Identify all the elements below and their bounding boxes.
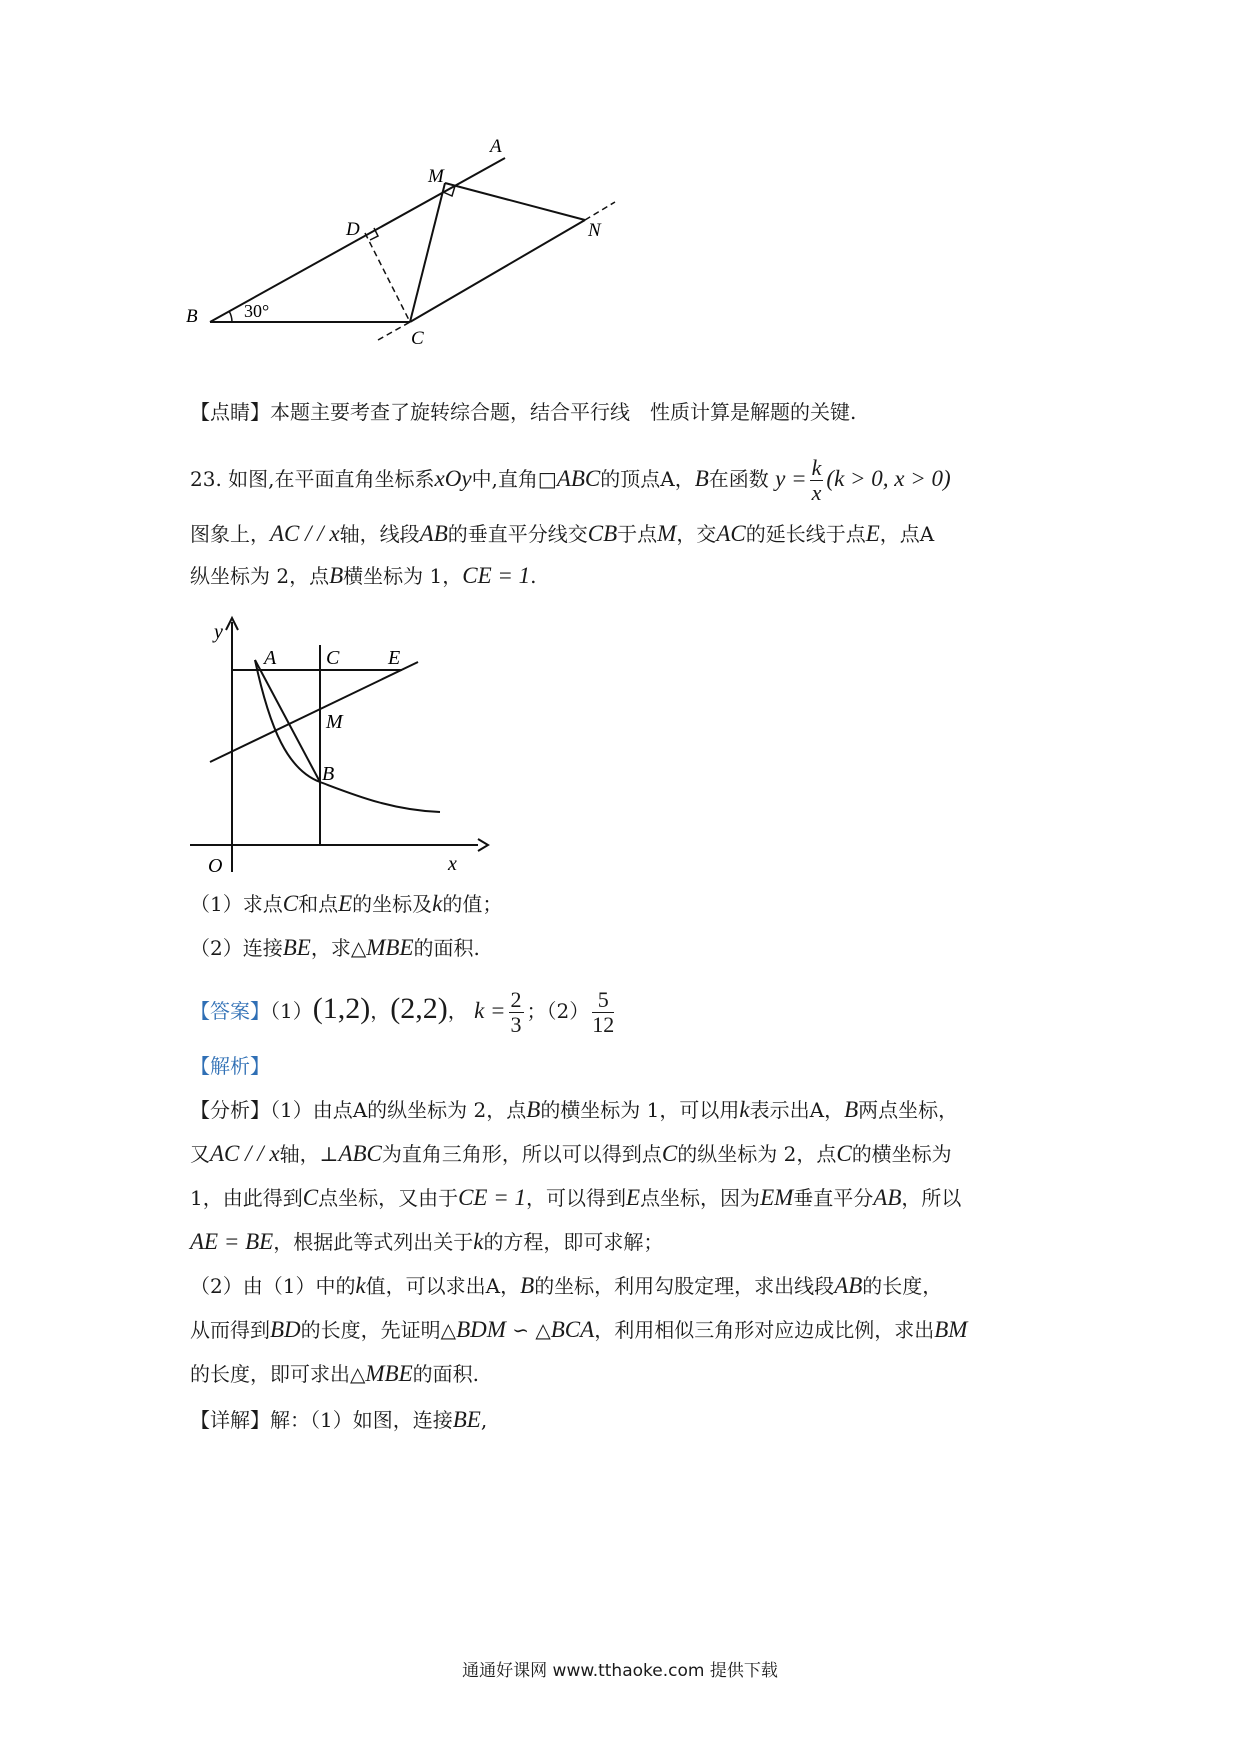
- sub-question-2: [190, 934, 480, 962]
- fenxi-line3: [190, 1184, 961, 1212]
- answer-k-eq: k =: [474, 998, 506, 1023]
- answer-tag: 【答案】: [190, 999, 270, 1023]
- q23-text: 的垂直平分线交: [447, 522, 588, 546]
- math-CB: CB: [587, 521, 618, 546]
- label-B: B: [322, 763, 335, 785]
- label-B: B: [186, 306, 198, 327]
- fenxi-text: 的面积.: [412, 1362, 480, 1386]
- answer-area-fraction: [592, 988, 614, 1037]
- label-A: A: [490, 136, 502, 157]
- fenxi-text: 表示出A，: [749, 1098, 845, 1122]
- label-E: E: [388, 647, 401, 669]
- xiangjie-text: ,: [480, 1408, 488, 1432]
- fenxi-text: 点坐标，又由于: [318, 1186, 459, 1210]
- func-denominator: x: [811, 480, 822, 505]
- fenxi-text: ，所以: [901, 1186, 962, 1210]
- math-BE: BE: [282, 935, 311, 960]
- math-ABC: ABC: [556, 466, 601, 491]
- math-CE: CE = 1: [458, 1185, 526, 1210]
- label-A: A: [264, 647, 277, 669]
- line-CN: [410, 220, 585, 322]
- fenxi-line6: [190, 1316, 967, 1344]
- fenxi-text: 的纵坐标为 2，点: [677, 1142, 837, 1166]
- line-DC-dashed: [365, 233, 410, 322]
- fenxi-text: 的长度，先证明△: [300, 1318, 457, 1342]
- q23-text: 轴，线段: [339, 522, 420, 546]
- math-C: C: [661, 1141, 678, 1166]
- q23-text: 横坐标为 1，: [343, 564, 463, 588]
- math-AE-BE: AE = BE: [190, 1229, 274, 1254]
- answer-k-fraction: [509, 988, 524, 1037]
- math-BM: BM: [934, 1317, 968, 1342]
- math-MBE: MBE: [366, 935, 414, 960]
- q23-text: ，点A: [879, 522, 935, 546]
- dianjing-line: [190, 398, 856, 426]
- fenxi-text: 点坐标，因为: [640, 1186, 761, 1210]
- sub1-text: （1）求点: [190, 892, 283, 916]
- sub2-text: 的面积.: [413, 936, 480, 960]
- q23-text: 中,直角□: [471, 467, 557, 491]
- k-denominator: 3: [510, 1012, 522, 1037]
- fenxi-text: 轴，⊥: [279, 1142, 339, 1166]
- q23-text: 图象上，: [190, 522, 270, 546]
- q23-text: 的顶点A，: [600, 467, 695, 491]
- fenxi-text: ，根据此等式列出关于: [273, 1230, 474, 1254]
- fenxi-text: 又: [190, 1142, 210, 1166]
- q23-text: 在函数: [708, 467, 769, 491]
- math-AB: AB: [419, 521, 448, 546]
- q23-text: 于点: [617, 522, 658, 546]
- label-y: y: [214, 621, 223, 643]
- q23-text: ，交: [676, 522, 717, 546]
- math-EM: EM: [760, 1185, 794, 1210]
- line-BA: [210, 158, 505, 322]
- fenxi-line4: [190, 1228, 663, 1256]
- label-C: C: [326, 647, 340, 669]
- label-angle-30: 30°: [244, 301, 270, 321]
- fenxi-text: （2）由（1）中的: [190, 1274, 356, 1298]
- hyperbola-curve: [255, 660, 440, 812]
- label-D: D: [346, 219, 360, 240]
- similar-symbol: ∽ △: [505, 1318, 551, 1342]
- x-axis-arrow: [478, 839, 488, 851]
- q23-number: 23.: [190, 467, 222, 491]
- fenxi-text: ，利用相似三角形对应边成比例，求出: [594, 1318, 935, 1342]
- fenxi-line2: [190, 1140, 952, 1168]
- math-BCA: BCA: [550, 1317, 595, 1342]
- dianjing-text: 本题主要考查了旋转综合题，结合平行线 性质计算是解题的关键.: [270, 400, 857, 424]
- fenxi-text: 的长度，: [862, 1274, 943, 1298]
- math-B: B: [694, 466, 709, 491]
- label-N: N: [588, 220, 601, 241]
- figure-parallel-lines: [186, 136, 700, 380]
- math-k: k: [473, 1229, 484, 1254]
- xiangjie-line: [190, 1406, 487, 1434]
- xiangjie-tag: 【详解】: [190, 1408, 270, 1432]
- math-C: C: [302, 1185, 319, 1210]
- area-numerator: 5: [592, 988, 614, 1013]
- sub2-text: （2）连接: [190, 936, 283, 960]
- fenxi-text: 从而得到: [190, 1318, 270, 1342]
- segment-AB: [255, 660, 320, 782]
- answer-sep: ，: [370, 999, 391, 1023]
- math-k: k: [432, 891, 443, 916]
- q23-text: 的延长线于点: [745, 522, 866, 546]
- math-B: B: [329, 563, 344, 588]
- func-numerator: k: [811, 455, 822, 480]
- fenxi-text: 的横坐标为 1，可以用: [540, 1098, 740, 1122]
- figure-coordinate-plane: [190, 610, 490, 880]
- fenxi-text: ，可以得到: [526, 1186, 626, 1210]
- math-E: E: [338, 891, 353, 916]
- fenxi-text: 垂直平分: [793, 1186, 874, 1210]
- math-CE: CE = 1: [462, 563, 531, 588]
- k-numerator: 2: [510, 987, 522, 1012]
- q23-line3: [190, 562, 537, 590]
- fenxi-text: 1，由此得到: [190, 1186, 303, 1210]
- answer-point-E: (2,2): [390, 992, 448, 1025]
- math-C: C: [836, 1141, 852, 1166]
- math-AC-x: AC / / x: [210, 1141, 280, 1166]
- fenxi-text: 的方程，即可求解；: [483, 1230, 664, 1254]
- math-MBE: MBE: [365, 1361, 413, 1386]
- label-x: x: [448, 853, 457, 875]
- jiexi-tag: 【解析】: [190, 1054, 270, 1078]
- math-B: B: [844, 1097, 859, 1122]
- dianjing-tag: 【点睛】: [190, 400, 270, 424]
- sub1-text: 和点: [298, 892, 339, 916]
- dashed-extension-N: [585, 202, 615, 220]
- math-ABC: ABC: [338, 1141, 382, 1166]
- angle-arc-B: [229, 311, 232, 322]
- area-denominator: 12: [592, 1012, 615, 1037]
- fenxi-text: 两点坐标，: [858, 1098, 959, 1122]
- math-E: E: [865, 521, 880, 546]
- answer-part1: （1）: [270, 999, 313, 1023]
- math-BDM: BDM: [456, 1317, 506, 1342]
- line-MN: [445, 183, 585, 220]
- fenxi-line5: [190, 1272, 942, 1300]
- fenxi-text: （1）由点A的纵坐标为 2，点: [270, 1098, 527, 1122]
- fenxi-text: 的长度，即可求出△: [190, 1362, 366, 1386]
- math-B: B: [520, 1273, 535, 1298]
- math-M: M: [657, 521, 677, 546]
- sub1-text: 的坐标及: [352, 892, 433, 916]
- q23-text: 如图,在平面直角坐标系: [228, 467, 435, 491]
- line-EM-bisector: [210, 662, 418, 762]
- q23-text: .: [530, 564, 537, 588]
- fenxi-line7: [190, 1360, 479, 1388]
- fenxi-line1: [190, 1096, 958, 1124]
- math-BE: BE: [452, 1407, 481, 1432]
- math-AB: AB: [873, 1185, 902, 1210]
- sub-question-1: [190, 890, 502, 918]
- label-O: O: [208, 855, 223, 877]
- func-fraction: [810, 456, 824, 505]
- func-condition: (k > 0, x > 0): [826, 466, 951, 491]
- math-AC: AC: [716, 521, 746, 546]
- fenxi-text: 值，可以求出A，: [365, 1274, 521, 1298]
- fenxi-text: 的横坐标为: [851, 1142, 952, 1166]
- xiangjie-text: 解：（1）如图，连接: [270, 1408, 453, 1432]
- dashed-extension-C: [378, 322, 410, 340]
- math-B: B: [526, 1097, 541, 1122]
- math-AB: AB: [834, 1273, 863, 1298]
- sub2-text: ，求△: [310, 936, 367, 960]
- label-M: M: [428, 166, 444, 187]
- math-k: k: [355, 1273, 366, 1298]
- sub1-text: 的值；: [442, 892, 503, 916]
- label-M: M: [326, 711, 343, 733]
- q23-line2: [190, 520, 934, 548]
- answer-line: [190, 988, 617, 1037]
- answer-point-C: (1,2): [312, 992, 371, 1025]
- q23-line1: [190, 456, 951, 505]
- math-AC-x: AC / / x: [270, 521, 340, 546]
- fenxi-text: 的坐标，利用勾股定理，求出线段: [534, 1274, 835, 1298]
- math-C: C: [282, 891, 299, 916]
- math-xOy: xOy: [434, 466, 472, 491]
- q23-text: 纵坐标为 2，点: [190, 564, 330, 588]
- math-k: k: [739, 1097, 750, 1122]
- math-BD: BD: [270, 1317, 301, 1342]
- answer-part2: ；（2）: [526, 999, 590, 1023]
- func-y: y =: [775, 466, 807, 491]
- page-footer: 通通好课网 www.tthaoke.com 提供下载: [462, 1661, 778, 1681]
- answer-sep: ，: [447, 999, 468, 1023]
- math-E: E: [626, 1185, 641, 1210]
- label-C: C: [411, 328, 424, 349]
- fenxi-text: 为直角三角形，所以可以得到点: [381, 1142, 662, 1166]
- line-MC: [410, 183, 445, 322]
- fenxi-tag: 【分析】: [190, 1098, 270, 1122]
